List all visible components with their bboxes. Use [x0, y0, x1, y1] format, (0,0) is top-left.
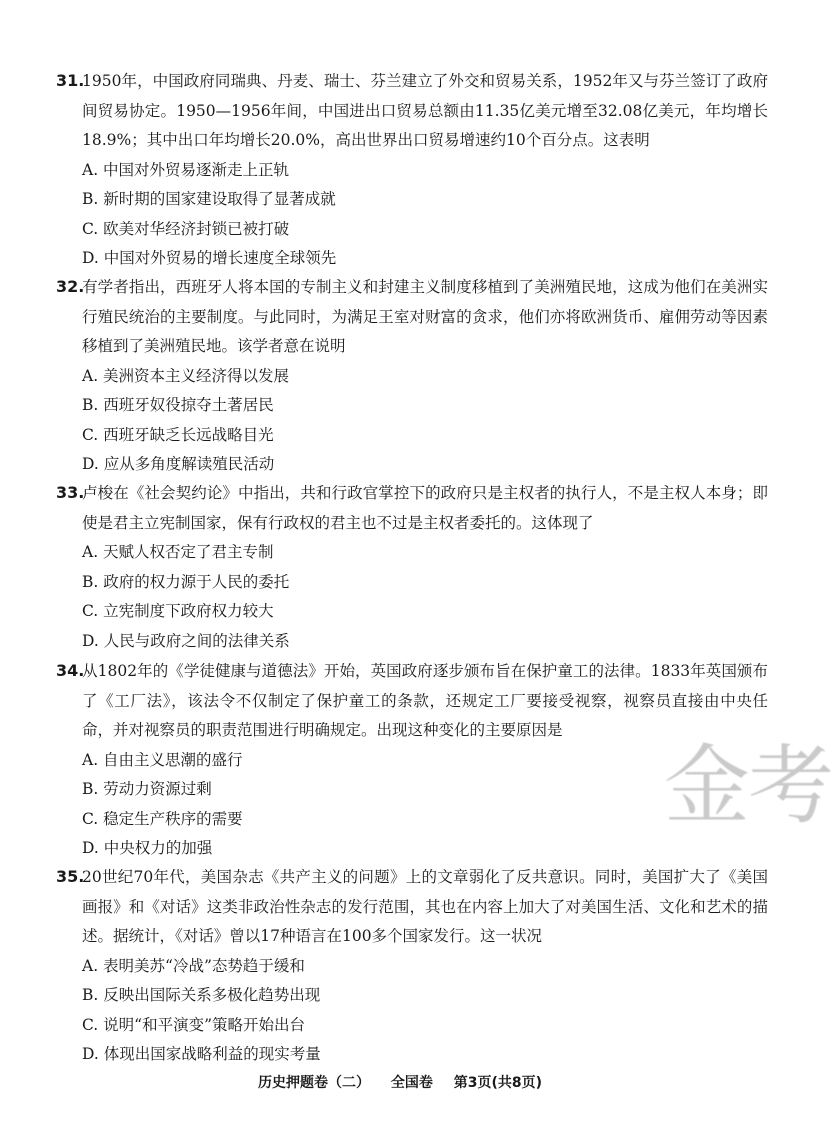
question-stem-text: 1950年，中国政府同瑞典、丹麦、瑞士、芬兰建立了外交和贸易关系，1952年又与芬兰签订了政府间贸易协定。1950—1956年间，中国进出口贸易总额由11.35亿美元增至32.08亿美元，年均增长18.9%；其中出口年均增长20.0%，高出世界出口贸易增速约10个百分点。这表明 — [82, 72, 768, 149]
watermark-text: 金考 — [664, 736, 832, 836]
watermark — [664, 736, 832, 846]
question-35 — [56, 862, 768, 1070]
question-stem — [56, 66, 768, 156]
option-a: A. 自由主义思潮的盛行 — [82, 750, 243, 769]
page-number: 第3页(共8页) — [453, 1075, 543, 1091]
exam-name: 历史押题卷（二） — [257, 1075, 370, 1091]
question-stem — [56, 656, 768, 746]
option-a: A. 天赋人权否定了君主专制 — [82, 543, 274, 561]
question-stem — [56, 478, 768, 538]
option-d: D. 中国对外贸易的增长速度全球领先 — [82, 249, 337, 267]
question-stem-text: 有学者指出，西班牙人将本国的专制主义和封建主义制度移植到了美洲殖民地，这成为他们在美洲实行殖民统治的主要制度。与此同时，为满足王室对财富的贪求，他们亦将欧洲货币、雇佣劳动等因素移植到了美洲殖民地。该学者意在说明 — [82, 278, 768, 355]
exam-edition: 全国卷 — [390, 1075, 433, 1091]
question-number: 32. — [56, 277, 85, 296]
option-b: B. 反映出国际关系多极化趋势出现 — [82, 986, 321, 1004]
question-number: 33. — [56, 483, 85, 502]
question-number: 31. — [56, 71, 85, 90]
option-b: B. 劳动力资源过剩 — [82, 780, 212, 798]
question-31 — [56, 66, 768, 274]
question-stem — [56, 862, 768, 952]
option-b: B. 西班牙奴役掠夺土著居民 — [82, 396, 274, 414]
option-c: C. 说明“和平演变”策略开始出台 — [82, 1015, 306, 1034]
question-33 — [56, 478, 768, 656]
option-b: B. 政府的权力源于人民的委托 — [82, 572, 290, 591]
option-d: D. 应从多角度解读殖民活动 — [82, 455, 275, 473]
option-c: C. 欧美对华经济封锁已被打破 — [82, 219, 290, 238]
option-a: A. 美洲资本主义经济得以发展 — [82, 366, 290, 385]
question-34 — [56, 656, 768, 864]
option-d: D. 体现出国家战略利益的现实考量 — [82, 1045, 321, 1063]
question-stem-text: 20世纪70年代，美国杂志《共产主义的问题》上的文章弱化了反共意识。同时，美国扩大了《美国画报》和《对话》这类非政治性杂志的发行范围，其也在内容上加大了对美国生活、文化和艺术的描述。据统计，《对话》曾以17种语言在100多个国家发行。这一状况 — [82, 868, 768, 945]
question-number: 35. — [56, 867, 85, 886]
option-d: D. 中央权力的加强 — [82, 839, 213, 857]
question-number: 34. — [56, 661, 85, 680]
page-footer — [0, 1072, 800, 1092]
question-stem — [56, 272, 768, 362]
option-c: C. 西班牙缺乏长远战略目光 — [82, 425, 274, 444]
option-b: B. 新时期的国家建设取得了显著成就 — [82, 190, 336, 208]
option-a: A. 中国对外贸易逐渐走上正轨 — [82, 160, 290, 179]
question-stem-text: 从1802年的《学徒健康与道德法》开始，英国政府逐步颁布旨在保护童工的法律。1833年英国颁布了《工厂法》，该法令不仅制定了保护童工的条款，还规定工厂要接受视察，视察员直接由中央任命，并对视察员的职责范围进行明确规定。出现这种变化的主要原因是 — [82, 662, 768, 739]
question-32 — [56, 272, 768, 480]
option-c: C. 立宪制度下政府权力较大 — [82, 602, 274, 620]
option-d: D. 人民与政府之间的法律关系 — [82, 631, 290, 650]
option-c: C. 稳定生产秩序的需要 — [82, 809, 243, 828]
question-stem-text: 卢梭在《社会契约论》中指出，共和行政官掌控下的政府只是主权者的执行人，不是主权人本身；即使是君主立宪制国家，保有行政权的君主也不过是主权者委托的。这体现了 — [82, 484, 768, 532]
option-a: A. 表明美苏“冷战”态势趋于缓和 — [82, 956, 305, 975]
